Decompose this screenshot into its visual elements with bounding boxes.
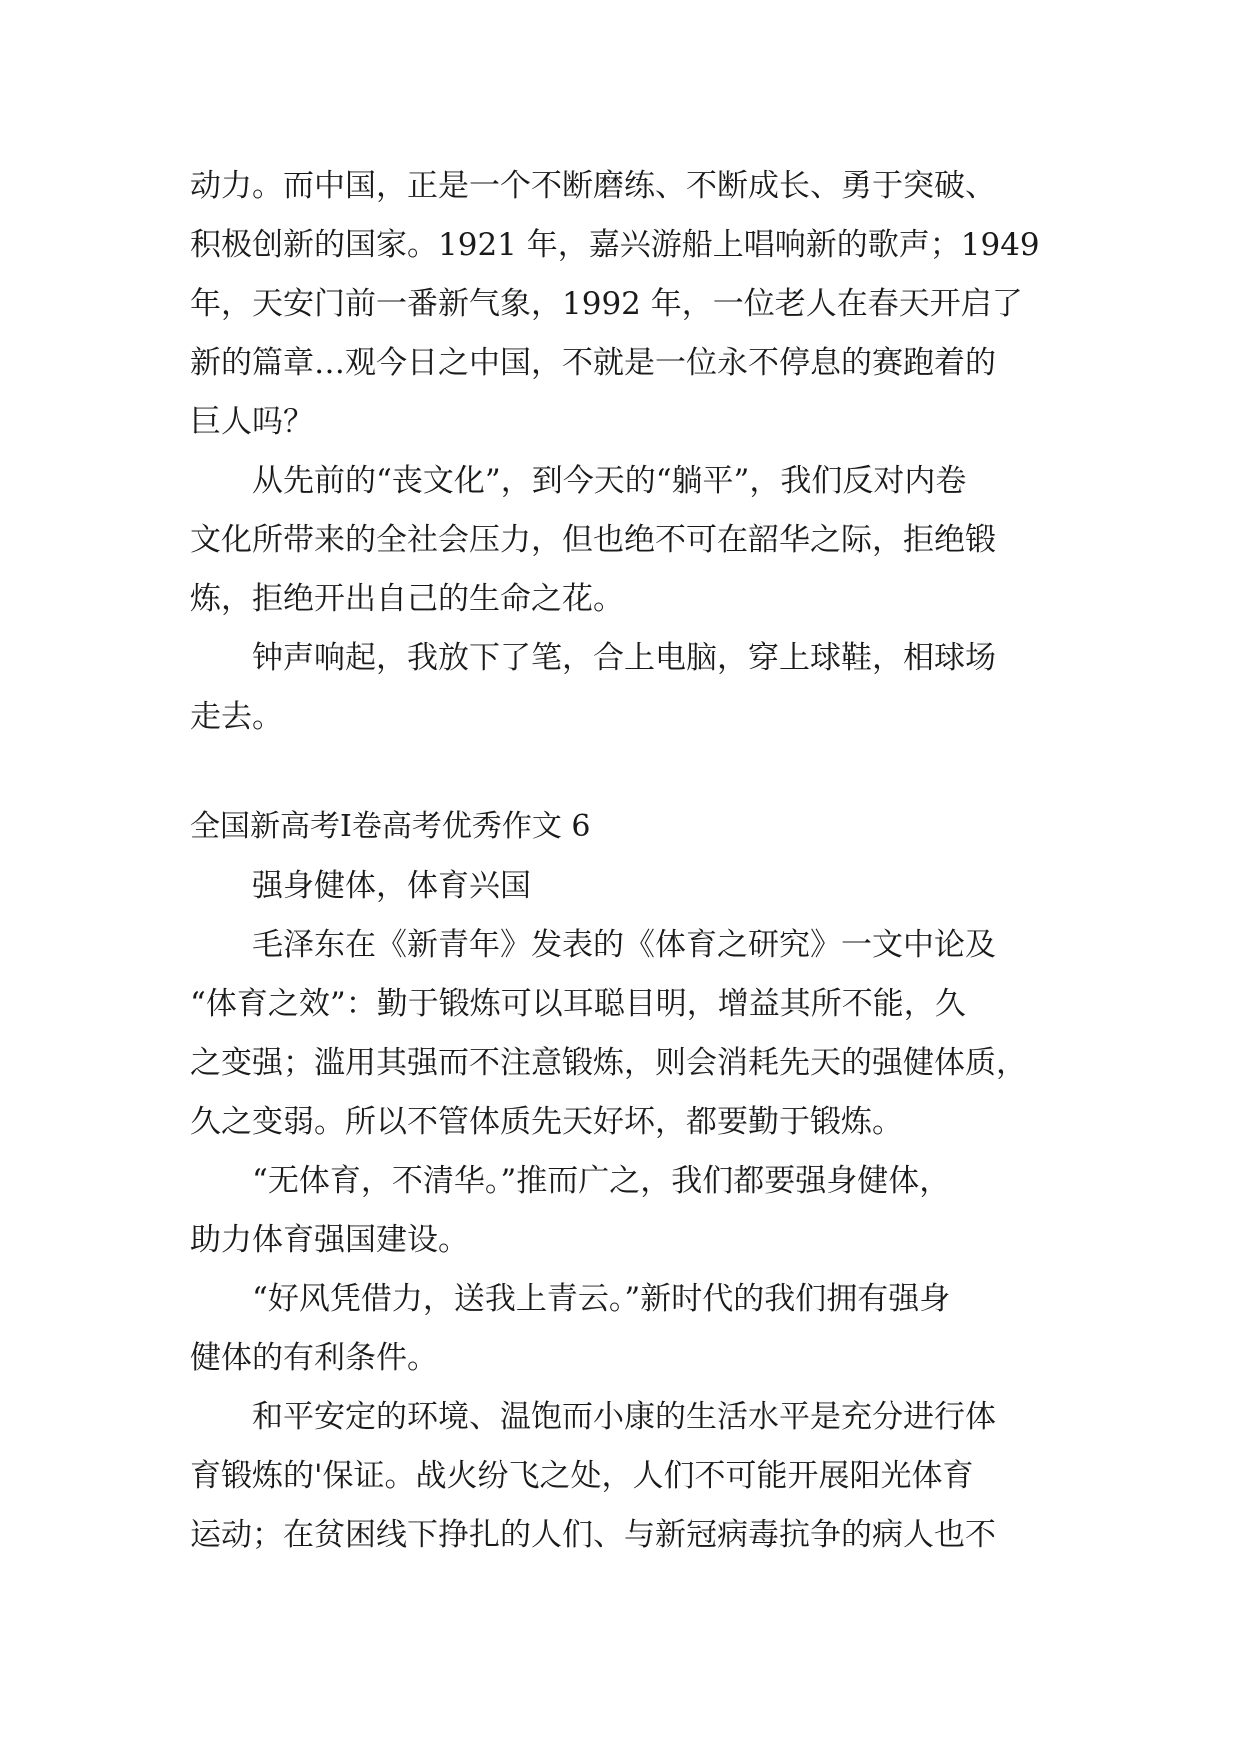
paragraph-line: 之变强；滥用其强而不注意锻炼，则会消耗先天的强健体质， [190, 1045, 1027, 1081]
section-heading: 全国新高考Ⅰ卷高考优秀作文 6 [190, 809, 591, 844]
paragraph-line: 巨人吗？ [190, 404, 314, 440]
paragraph-line: 积极创新的国家。1921 年，嘉兴游船上唱响新的歌声；1949 [190, 227, 1040, 263]
paragraph-line: 毛泽东在《新青年》发表的《体育之研究》一文中论及 [252, 927, 996, 963]
paragraph-line: 走去。 [190, 699, 283, 735]
paragraph-line: 动力。而中国，正是一个不断磨练、不断成长、勇于突破、 [190, 168, 996, 204]
paragraph-line: 运动；在贫困线下挣扎的人们、与新冠病毒抗争的病人也不 [190, 1517, 996, 1553]
paragraph-line: 新的篇章…观今日之中国，不就是一位永不停息的赛跑着的 [190, 345, 996, 381]
essay-title: 强身健体，体育兴国 [252, 868, 531, 904]
paragraph-line: “无体育，不清华。”推而广之，我们都要强身健体， [252, 1163, 951, 1199]
paragraph-line: 久之变弱。所以不管体质先天好坏，都要勤于锻炼。 [190, 1104, 903, 1140]
paragraph-line: 年，天安门前一番新气象，1992 年，一位老人在春天开启了 [190, 286, 1023, 322]
paragraph-line: 炼，拒绝开出自己的生命之花。 [190, 581, 624, 617]
paragraph-line: 钟声响起，我放下了笔，合上电脑，穿上球鞋，相球场 [252, 640, 996, 676]
paragraph-line: 健体的有利条件。 [190, 1340, 438, 1376]
paragraph-line: 和平安定的环境、温饱而小康的生活水平是充分进行体 [252, 1399, 996, 1435]
paragraph-line: 从先前的“丧文化”，到今天的“躺平”，我们反对内卷 [252, 463, 967, 499]
paragraph-line: “体育之效”：勤于锻炼可以耳聪目明，增益其所不能，久 [190, 986, 966, 1022]
paragraph-line: “好风凭借力，送我上青云。”新时代的我们拥有强身 [252, 1281, 951, 1317]
paragraph-line: 文化所带来的全社会压力，但也绝不可在韶华之际，拒绝锻 [190, 522, 996, 558]
paragraph-line: 育锻炼的'保证。战火纷飞之处，人们不可能开展阳光体育 [190, 1458, 974, 1494]
paragraph-line: 助力体育强国建设。 [190, 1222, 469, 1258]
